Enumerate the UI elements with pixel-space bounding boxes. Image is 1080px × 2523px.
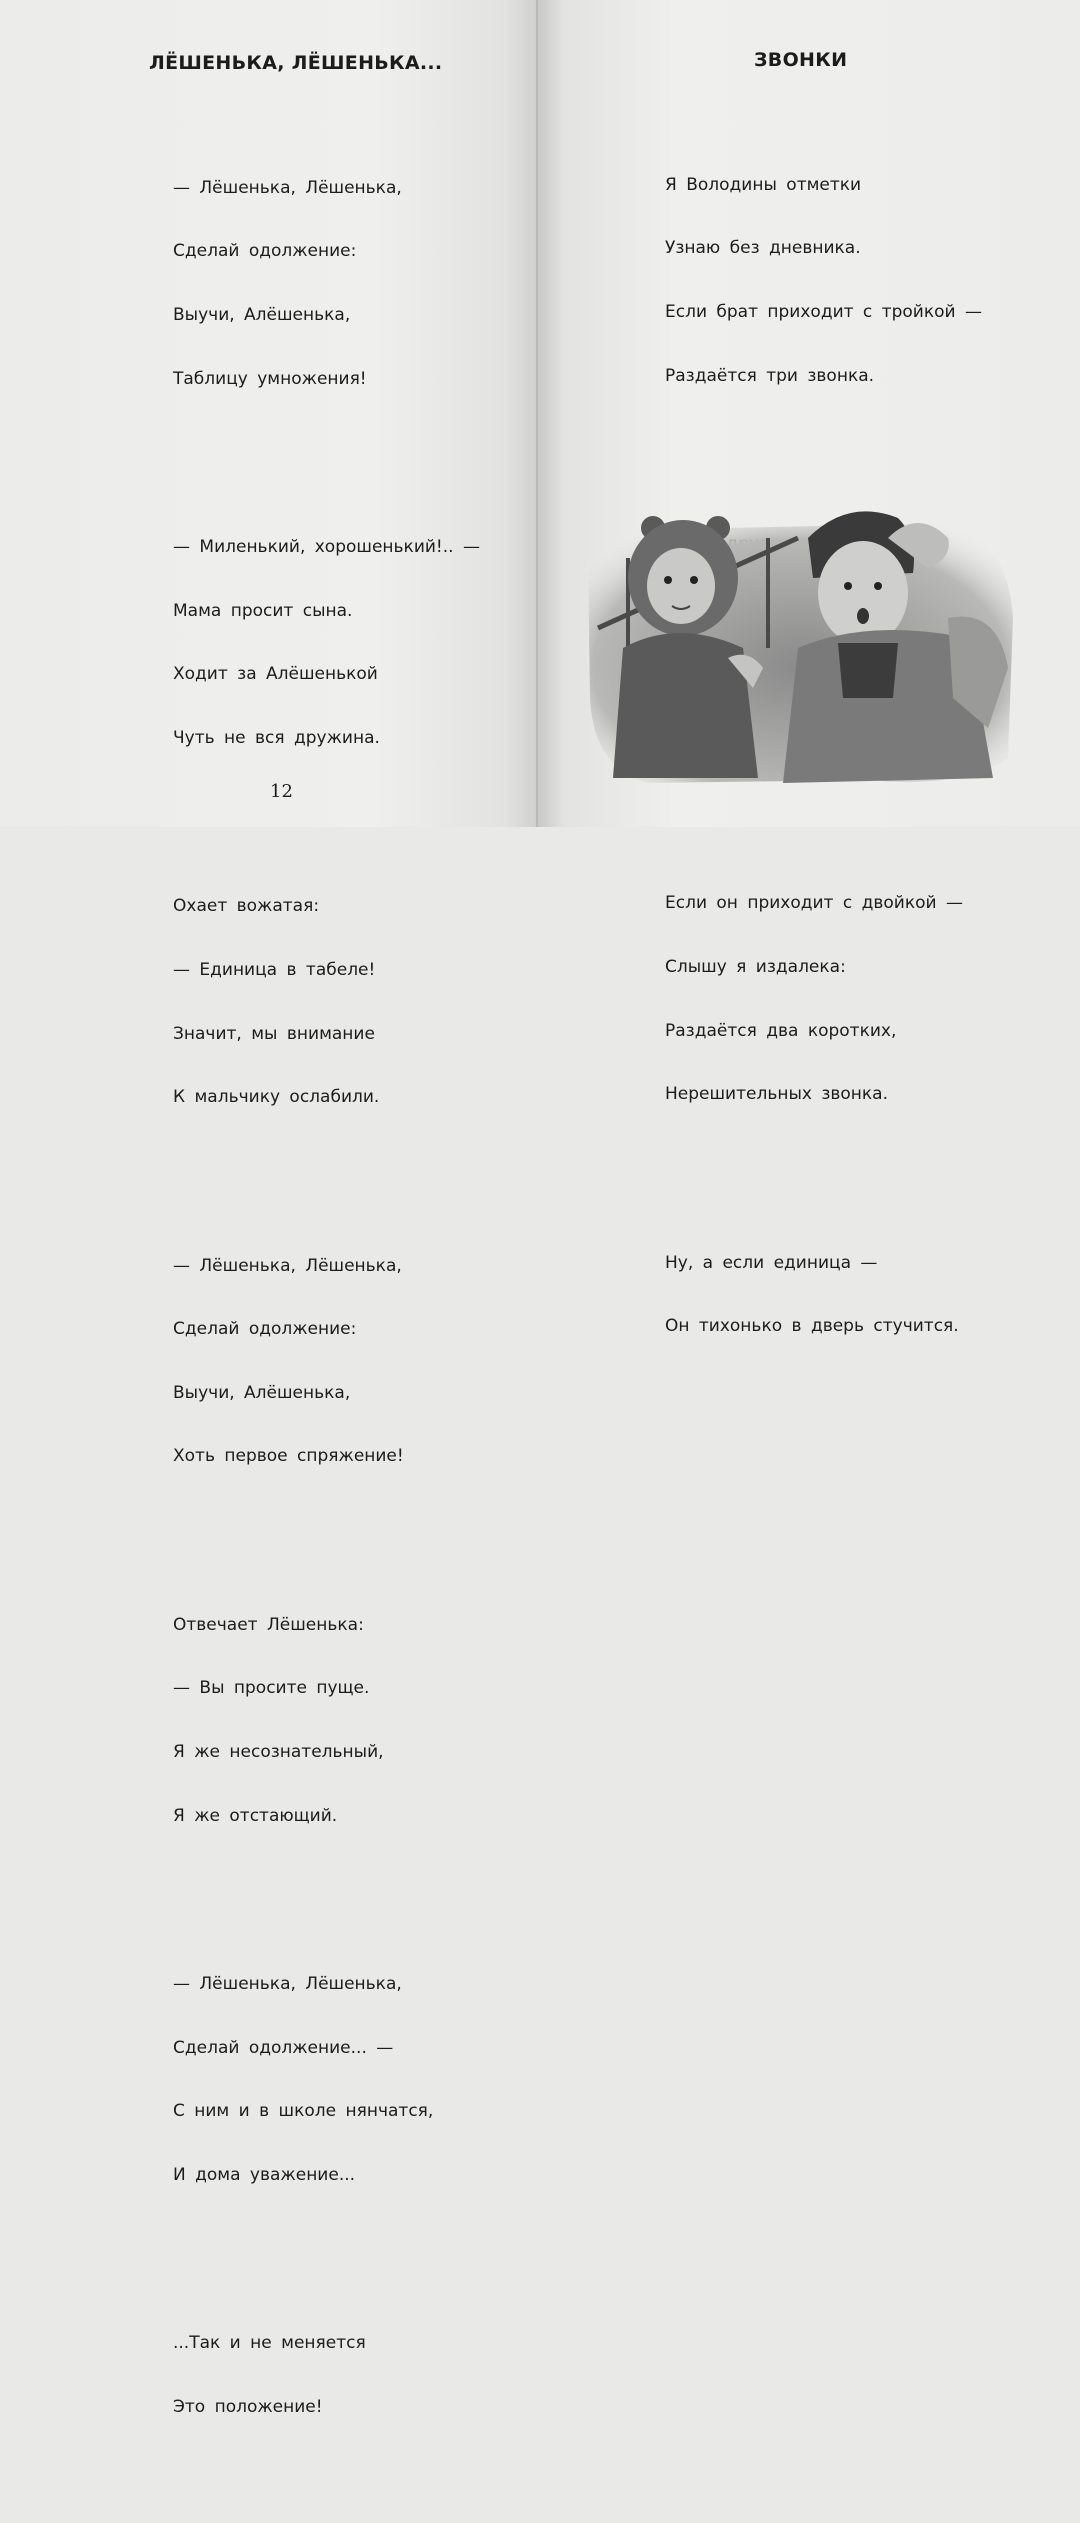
page-number: 12 [270, 781, 293, 802]
poem-line: — Вы просите пуще. [173, 1678, 370, 1699]
poem-line: Мама просит сына. [173, 600, 353, 621]
two-children-illustration [568, 498, 1018, 788]
poem-line: ...Так и не меняется [173, 2333, 366, 2354]
stanza [173, 2291, 480, 2461]
left-poem [173, 93, 480, 2523]
poem-line: К мальчику ослабили. [173, 1087, 380, 1108]
stanza [173, 135, 480, 432]
poem-line: — Единица в табеле! [173, 959, 376, 980]
poem-line: Сделай одолжение: [173, 1319, 357, 1340]
poem-line: Раздаётся три звонка. [665, 365, 875, 386]
poem-line: Я же несознательный, [173, 1742, 384, 1763]
poem-line: Раздаётся два коротких, [665, 1020, 897, 1041]
poem-line: Выучи, Алёшенька, [173, 305, 351, 326]
right-poem-title: ЗВОНКИ [754, 49, 848, 71]
poem-line: Значит, мы внимание [173, 1023, 375, 1044]
poem-line: Слышу я издалека: [665, 956, 846, 977]
poem-line: Узнаю без дневника. [665, 238, 861, 259]
poem-line: — Лёшенька, Лёшенька, [173, 177, 402, 198]
stanza [173, 1213, 480, 1510]
poem-line: Выучи, Алёшенька, [173, 1382, 351, 1403]
poem-line: Хоть первое спряжение! [173, 1446, 404, 1467]
poem-line: И дома уважение... [173, 2164, 356, 2185]
poem-line: Это положение! [173, 2396, 323, 2417]
poem-line: С ним и в школе нянчатся, [173, 2101, 434, 2122]
poem-line: — Лёшенька, Лёшенька, [173, 1974, 402, 1995]
right-page [538, 0, 1080, 1337]
poem-line: Если брат приходит с тройкой — [665, 302, 982, 323]
stanza [665, 1210, 982, 1380]
poem-line: Нерешительных звонка. [665, 1084, 889, 1105]
poem-line: Сделай одолжение: [173, 241, 357, 262]
poem-line: — Лёшенька, Лёшенька, [173, 1255, 402, 1276]
stanza [173, 1932, 480, 2229]
left-page [0, 0, 538, 2417]
poem-line: Таблицу умножения! [173, 368, 367, 389]
stanza [665, 851, 982, 1148]
poem-line: Если он приходит с двойкой — [665, 893, 963, 914]
poem-line: Я же отстающий. [173, 1805, 338, 1826]
stanza [173, 495, 480, 792]
poem-line: Отвечает Лёшенька: [173, 1614, 364, 1635]
stanza [173, 854, 480, 1151]
stanza [665, 132, 982, 429]
poem-line: Он тихонько в дверь стучится. [665, 1316, 959, 1337]
poem-line: Чуть не вся дружина. [173, 727, 380, 748]
poem-line: Я Володины отметки [665, 174, 862, 195]
poem-line: Ну, а если единица — [665, 1252, 878, 1273]
poem-line: Охает вожатая: [173, 896, 320, 917]
stanza [173, 1572, 480, 1869]
left-poem-title: ЛЁШЕНЬКА, ЛЁШЕНЬКА... [149, 52, 443, 74]
poem-line: Сделай одолжение... — [173, 2037, 394, 2058]
poem-line: — Миленький, хорошенький!.. — [173, 537, 480, 558]
poem-line: Ходит за Алёшенькой [173, 664, 378, 685]
